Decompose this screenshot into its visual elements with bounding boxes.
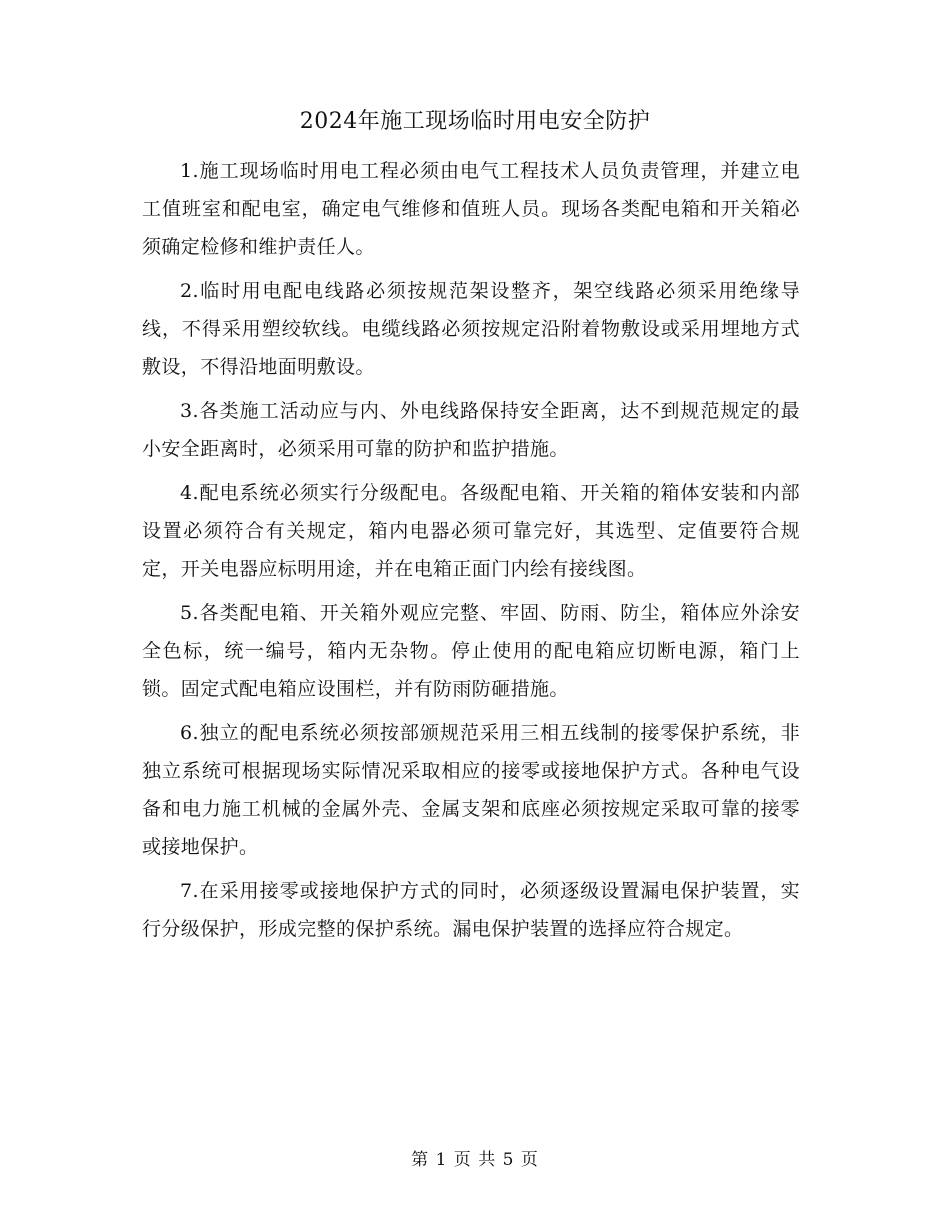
paragraph-2: 2.临时用电配电线路必须按规范架设整齐，架空线路必须采用绝缘导线，不得采用塑绞软线。电缆线路必须按规定沿附着物敷设或采用埋地方式敷设，不得沿地面明敷设。 (142, 280, 800, 378)
paragraph-1: 1.施工现场临时用电工程必须由电气工程技术人员负责管理，并建立电工值班室和配电室，确定电气维修和值班人员。现场各类配电箱和开关箱必须确定检修和维护责任人。 (142, 160, 800, 258)
paragraph-6: 6.独立的配电系统必须按部颁规范采用三相五线制的接零保护系统，非独立系统可根据现场实际情况采取相应的接零或接地保护方式。各种电气设备和电力施工机械的金属外壳、金属支架和底座必须按规定采取可靠的接零或接地保护。 (142, 722, 800, 858)
paragraph-4: 4.配电系统必须实行分级配电。各级配电箱、开关箱的箱体安装和内部设置必须符合有关规定，箱内电器必须可靠完好，其选型、定值要符合规定，开关电器应标明用途，并在电箱正面门内绘有接线图。 (142, 482, 800, 580)
page-number-footer: 第 1 页 共 5 页 (411, 1150, 539, 1170)
paragraph-3: 3.各类施工活动应与内、外电线路保持安全距离，达不到规范规定的最小安全距离时，必须采用可靠的防护和监护措施。 (142, 400, 800, 460)
document-title: 2024年施工现场临时用电安全防护 (299, 109, 651, 134)
document-body (142, 152, 800, 954)
paragraph-5: 5.各类配电箱、开关箱外观应完整、牢固、防雨、防尘，箱体应外涂安全色标，统一编号，箱内无杂物。停止使用的配电箱应切断电源，箱门上锁。固定式配电箱应设围栏，并有防雨防砸措施。 (142, 602, 800, 700)
paragraph-7: 7.在采用接零或接地保护方式的同时，必须逐级设置漏电保护装置，实行分级保护，形成完整的保护系统。漏电保护装置的选择应符合规定。 (142, 880, 800, 940)
